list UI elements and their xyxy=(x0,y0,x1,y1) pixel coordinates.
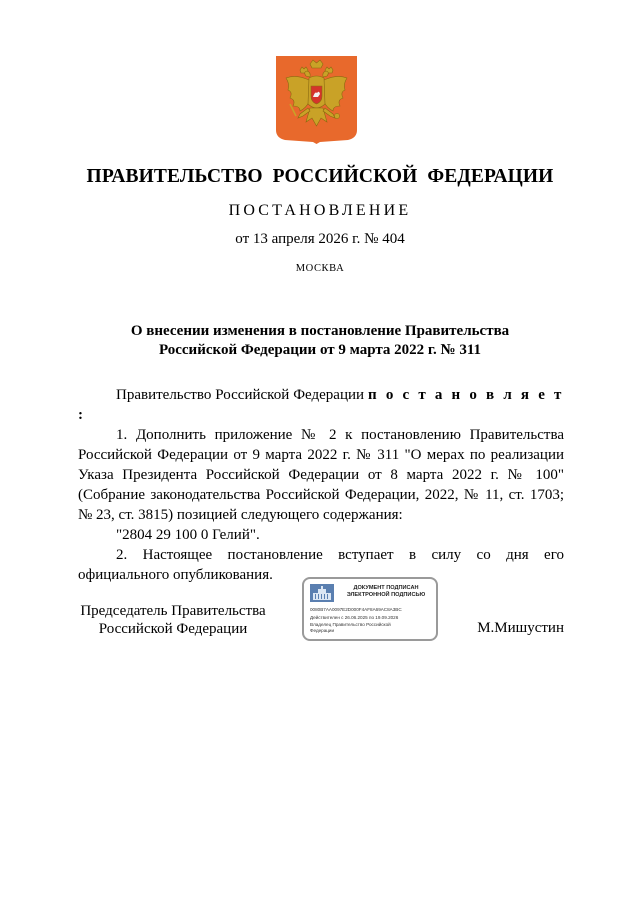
signer-role-line-1: Председатель Правительства xyxy=(80,603,266,619)
item-2-paragraph: 2. Настоящее постановление вступает в силу со дня его официального опубликования. xyxy=(78,547,564,583)
document-type: ПОСТАНОВЛЕНИЕ xyxy=(228,202,412,219)
document-subject xyxy=(0,322,640,360)
government-title: ПРАВИТЕЛЬСТВО РОССИЙСКОЙ ФЕДЕРАЦИИ xyxy=(86,166,554,187)
stamp-header xyxy=(310,583,432,605)
stamp-title-line-1: ДОКУМЕНТ ПОДПИСАН xyxy=(353,585,419,591)
document-city: МОСКВА xyxy=(295,263,345,274)
stamp-certificate: 0080B7AA0097E2D000F4AF8A69AC8A3BC xyxy=(310,607,402,612)
stamp-title-line-2: ЭЛЕКТРОННОЙ ПОДПИСЬЮ xyxy=(346,592,426,598)
signer-role xyxy=(78,602,268,638)
stamp-title xyxy=(338,585,434,599)
subject-line-1: О внесении изменения в постановление Правительства xyxy=(130,323,510,339)
decree-word: п о с т а н о в л я е т : xyxy=(78,387,564,423)
intro-text: Правительство Российской Федерации xyxy=(116,387,365,403)
signer-name: М.Мишустин xyxy=(477,620,564,636)
subject-line-2: Российской Федерации от 9 марта 2022 г. № 311 xyxy=(158,342,482,358)
document-date: от 13 апреля 2026 г. № 404 xyxy=(235,231,405,247)
government-building-icon xyxy=(310,584,334,607)
stamp-validity: Действителен с 26.06.2025 по 19.09.2026 xyxy=(310,615,399,620)
signer-role-line-2: Российской Федерации xyxy=(98,621,248,637)
stamp-owner-line-1: Владелец Правительство Российской xyxy=(310,622,391,627)
item-1-quote: "2804 29 100 0 Гелий". xyxy=(116,527,260,543)
item-1-paragraph: 1. Дополнить приложение № 2 к постановлению Правительства Российской Федерации от 9 марта 2022 г. № 311 "О мерах по реализации Указа Президента Российской Федерации от 8 марта 2022 г. № 100" (Собрание законодательства Российской Федерации, 2022, № 11, ст. 1703; № 23, ст. 3815) позицией следующего содержания: xyxy=(78,427,564,523)
document-body xyxy=(78,385,564,585)
electronic-signature-stamp xyxy=(302,577,438,641)
russian-coat-of-arms-icon xyxy=(276,56,357,144)
intro-paragraph xyxy=(78,385,564,425)
stamp-owner-line-2: Федерации xyxy=(310,628,335,633)
